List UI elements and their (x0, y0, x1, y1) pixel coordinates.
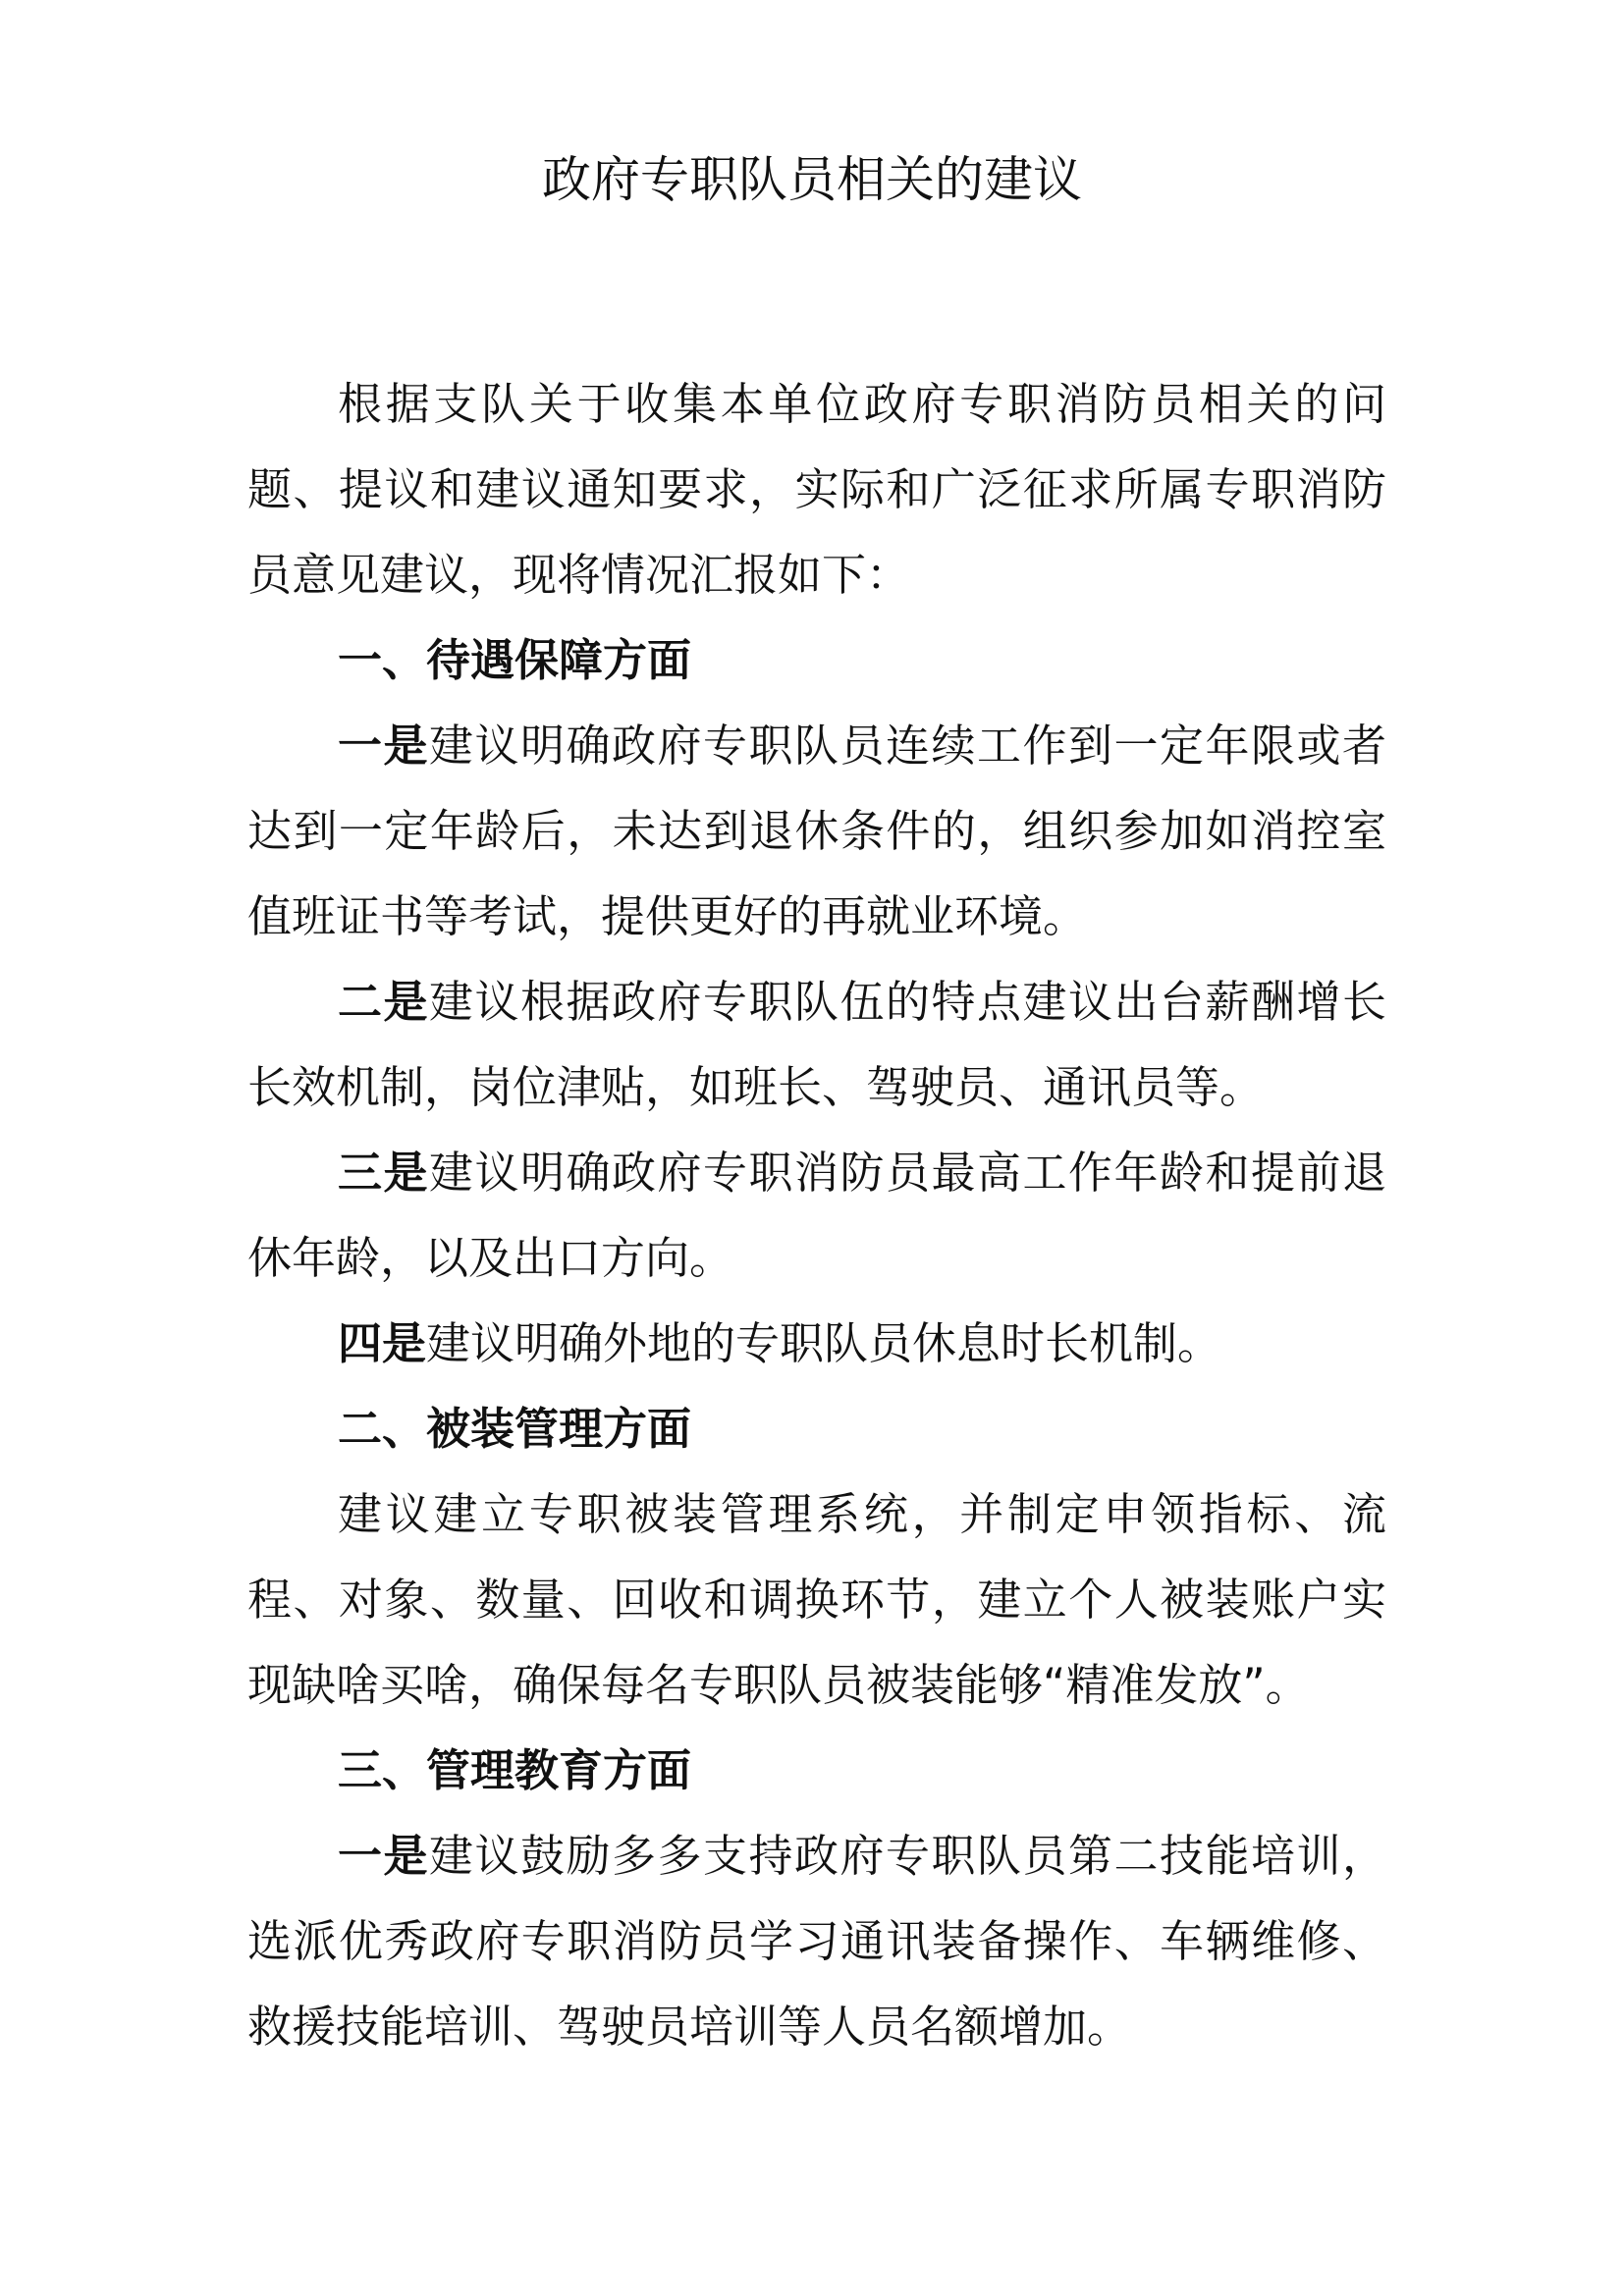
benefits-item-4 (247, 1301, 1386, 1386)
section-heading-uniforms: 二、被装管理方面 (338, 1403, 692, 1455)
section-heading-benefits: 一、待遇保障方面 (338, 634, 692, 686)
item-lead: 一是 (338, 720, 429, 772)
item-text: 建议明确政府专职队员连续工作到一定年限或者达到一定年龄后，未达到退休条件的，组织参加如消控室值班证书等考试，提供更好的再就业环境。 (247, 720, 1386, 942)
section-heading-education: 三、管理教育方面 (338, 1744, 692, 1796)
item-lead: 二是 (338, 976, 429, 1028)
item-text: 建议鼓励多多支持政府专职队员第二技能培训，选派优秀政府专职消防员学习通讯装备操作、车辆维修、救援技能培训、驾驶员培训等人员名额增加。 (247, 1830, 1386, 2053)
item-text: 建议明确外地的专职队员休息时长机制。 (426, 1317, 1222, 1369)
item-text: 建议根据政府专职队伍的特点建议出台薪酬增长长效机制，岗位津贴，如班长、驾驶员、通讯员等。 (247, 976, 1386, 1113)
uniforms-paragraph: 建议建立专职被装管理系统，并制定申领指标、流程、对象、数量、回收和调换环节，建立个人被装账户实现缺啥买啥，确保每名专职队员被装能够“精准发放”。 (247, 1488, 1386, 1711)
benefits-item-3 (247, 1130, 1386, 1301)
item-lead: 四是 (338, 1317, 427, 1369)
item-lead: 一是 (338, 1830, 429, 1882)
benefits-item-1 (247, 703, 1386, 959)
item-text: 建议明确政府专职消防员最高工作年龄和提前退休年龄，以及出口方向。 (247, 1147, 1386, 1284)
intro-paragraph: 根据支队关于收集本单位政府专职消防员相关的问题、提议和建议通知要求，实际和广泛征求所属专职消防员意见建议，现将情况汇报如下： (247, 378, 1386, 601)
education-item-1 (247, 1813, 1386, 2069)
item-lead: 三是 (338, 1147, 429, 1199)
document-body (247, 361, 1386, 2069)
document-title: 政府专职队员相关的建议 (542, 151, 1082, 208)
benefits-item-2 (247, 959, 1386, 1130)
